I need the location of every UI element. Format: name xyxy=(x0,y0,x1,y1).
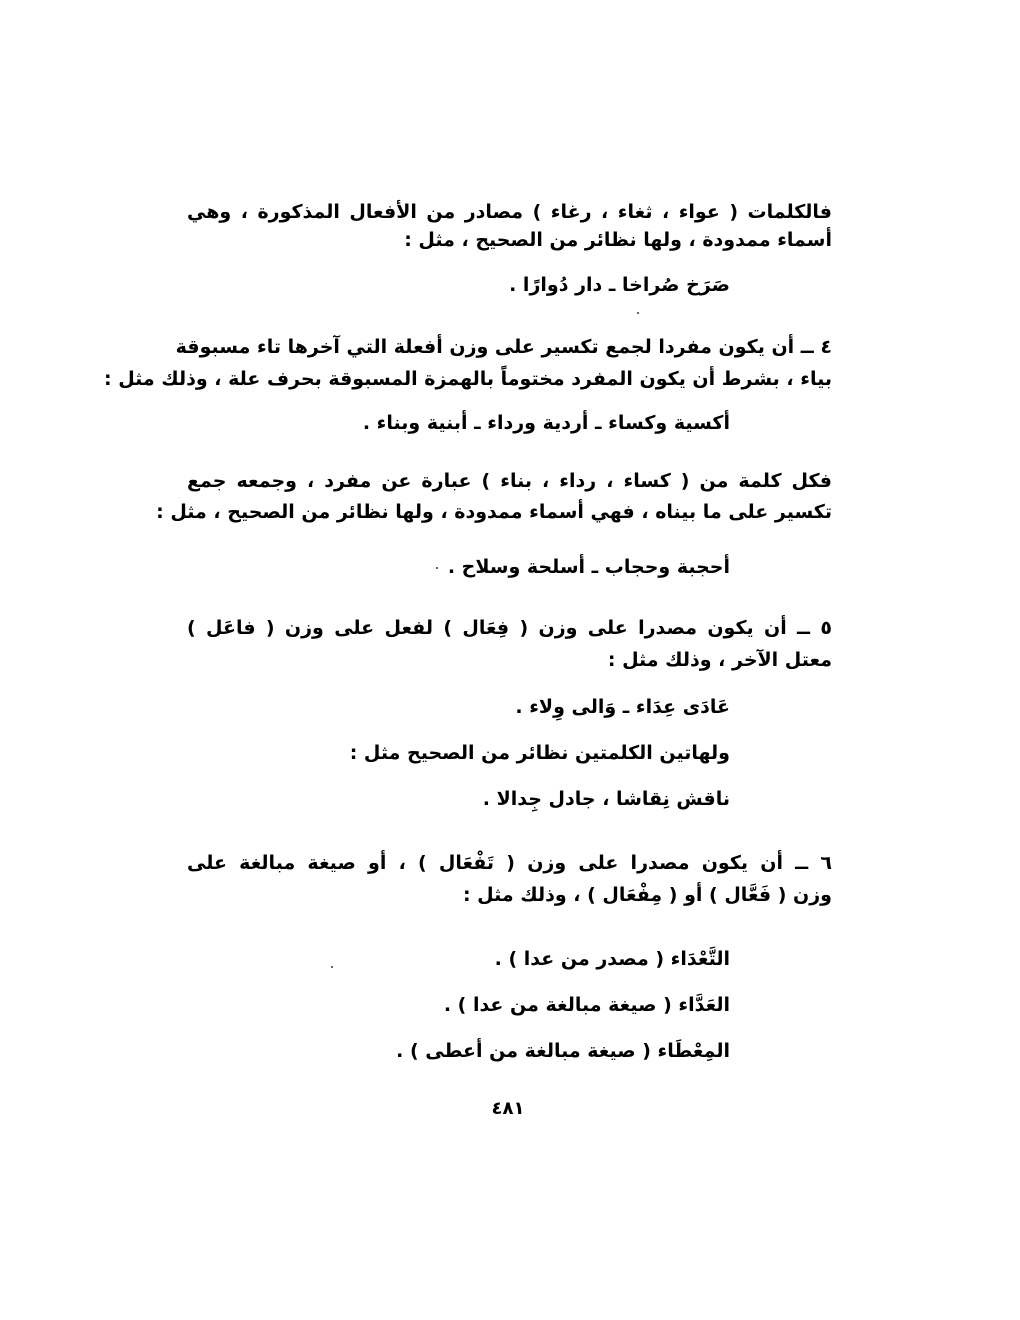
rule-6-line-2: وزن ( فَعَّال ) أو ( مِفْعَال ) ، وذلك مثل : xyxy=(462,884,832,906)
scan-speck xyxy=(436,567,438,569)
paragraph-2-line-1: فكل كلمة من ( كساء ، رداء ، بناء ) عبارة عن مفرد ، وجمعه جمع xyxy=(187,470,832,492)
rule-5-note: ولهاتين الكلمتين نظائر من الصحيح مثل : xyxy=(349,742,730,764)
paragraph-1-example: صَرَخ صُراخا ـ دار دُوارًا . xyxy=(509,274,730,296)
paragraph-2-example: أحجبة وحجاب ـ أسلحة وسلاح . xyxy=(447,556,730,578)
rule-5-line-2: معتل الآخر ، وذلك مثل : xyxy=(607,649,832,671)
rule-6-example-3: المِعْطَاء ( صيغة مبالغة من أعطى ) . xyxy=(396,1040,730,1062)
page-number: ٤٨١ xyxy=(491,1098,525,1119)
paragraph-1-line-2: أسماء ممدودة ، ولها نظائر من الصحيح ، مثل : xyxy=(404,229,832,251)
scan-speck xyxy=(331,966,333,968)
rule-5-example-2: ناقش نِقاشا ، جادل جِدالا . xyxy=(482,788,730,810)
rule-5-line-1: ٥ ــ أن يكون مصدرا على وزن ( فِعَال ) لفعل على وزن ( فاعَل ) xyxy=(187,617,832,639)
scan-speck xyxy=(637,312,639,314)
rule-4-line-2: بياء ، بشرط أن يكون المفرد مختوماً بالهمزة المسبوقة بحرف علة ، وذلك مثل : xyxy=(103,368,832,390)
rule-4-example: أكسية وكساء ـ أردية ورداء ـ أبنية وبناء . xyxy=(362,412,730,434)
rule-6-line-1: ٦ ــ أن يكون مصدرا على وزن ( تَفْعَال ) ، أو صيغة مبالغة على xyxy=(187,852,832,874)
paragraph-2-line-2: تكسير على ما بيناه ، فهي أسماء ممدودة ، ولها نظائر من الصحيح ، مثل : xyxy=(156,501,832,523)
rule-4-line-1: ٤ ــ أن يكون مفردا لجمع تكسير على وزن أفعلة التي آخرها تاء مسبوقة xyxy=(175,336,832,358)
rule-6-example-2: العَدَّاء ( صيغة مبالغة من عدا ) . xyxy=(443,994,730,1016)
paragraph-1-line-1: فالكلمات ( عواء ، ثغاء ، رغاء ) مصادر من الأفعال المذكورة ، وهي xyxy=(187,201,832,223)
rule-6-example-1: التَّعْدَاء ( مصدر من عدا ) . xyxy=(494,948,730,970)
rule-5-example: عَادَى عِدَاء ـ وَالى وِلاء . xyxy=(515,696,730,718)
